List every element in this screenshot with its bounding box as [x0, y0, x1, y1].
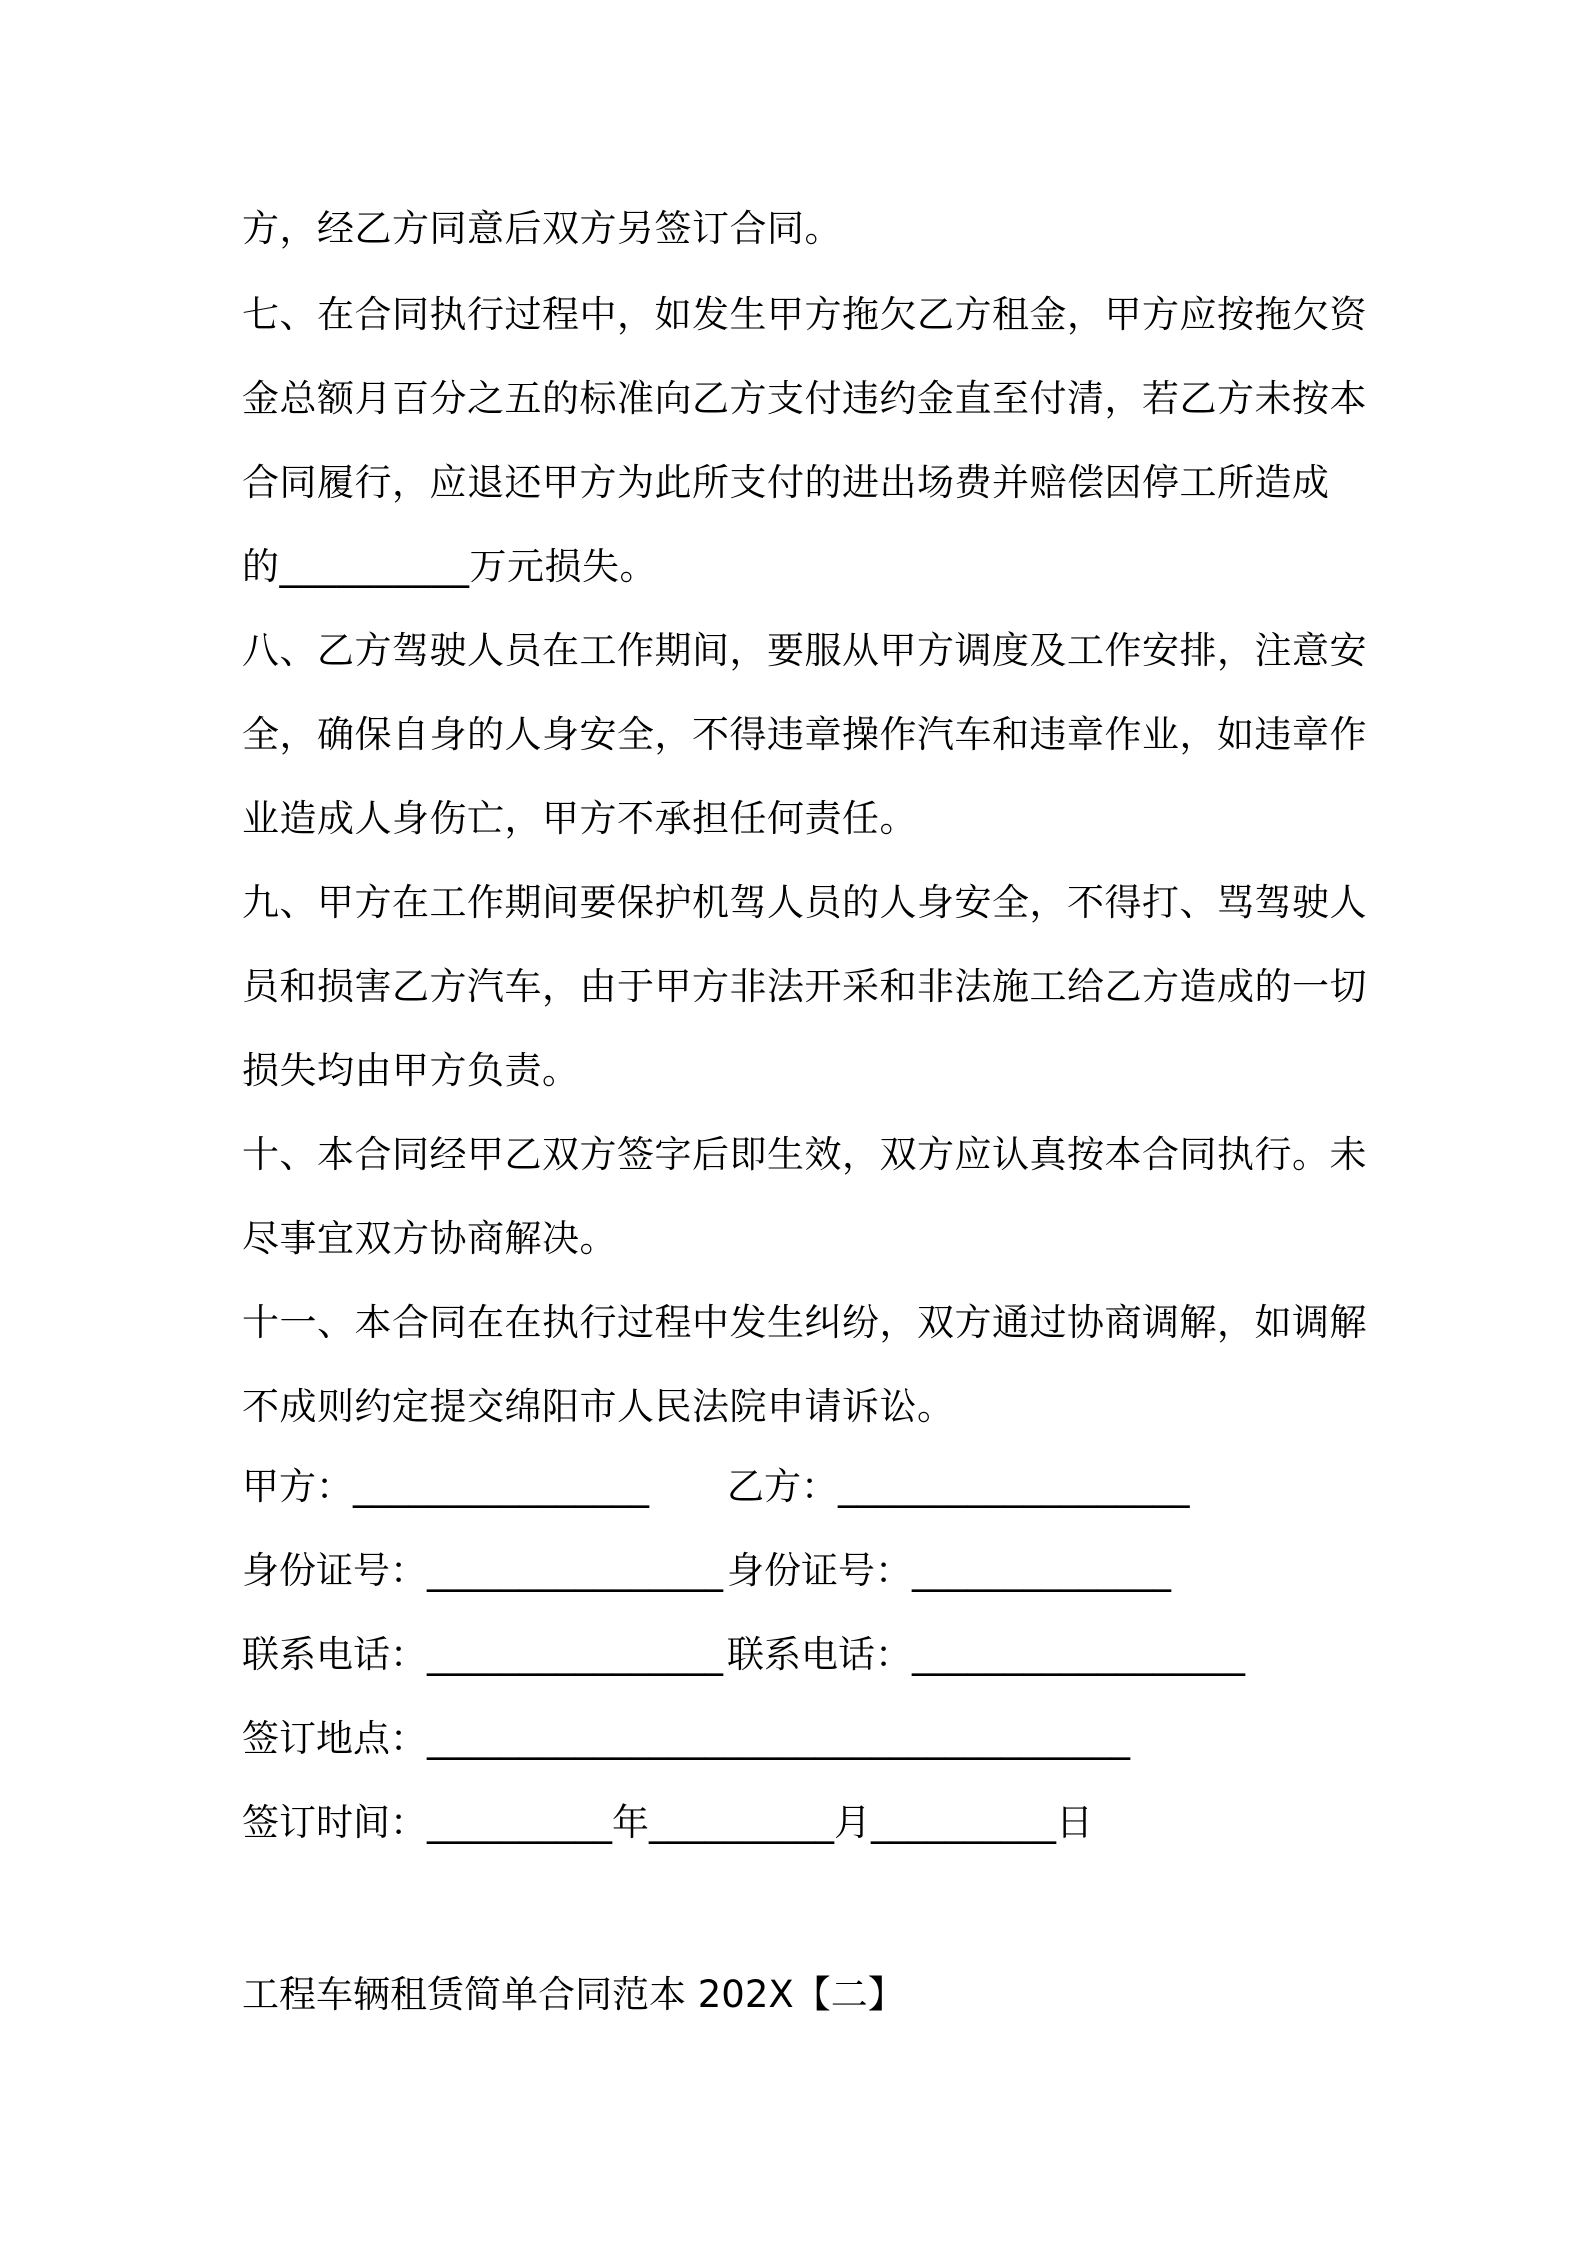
clause-line: 员和损害乙方汽车，由于甲方非法开采和非法施工给乙方造成的一切 — [242, 965, 1367, 1008]
clause-line: 九、甲方在工作期间要保护机驾人员的人身安全，不得打、骂驾驶人 — [242, 881, 1367, 924]
clause-line: 方，经乙方同意后双方另签订合同。 — [242, 207, 842, 250]
clause-line: 八、乙方驾驶人员在工作期间，要服从甲方调度及工作安排，注意安 — [242, 629, 1367, 672]
signing-place-field: 签订地点：______________________________________ — [242, 1717, 1130, 1760]
signing-date-field: 签订时间：__________年__________月__________日 — [242, 1801, 1093, 1844]
clause-line: 七、在合同执行过程中，如发生甲方拖欠乙方租金，甲方应按拖欠资 — [242, 293, 1367, 336]
id-a-field: 身份证号：________________ — [242, 1549, 723, 1592]
id-b-field: 身份证号：______________ — [727, 1549, 1171, 1592]
clause-line: 金总额月百分之五的标准向乙方支付违约金直至付清，若乙方未按本 — [242, 377, 1367, 420]
clause-line: 合同履行，应退还甲方为此所支付的进出场费并赔偿因停工所造成 — [242, 461, 1330, 504]
clause-line: 的__________万元损失。 — [242, 545, 657, 588]
clause-line: 尽事宜双方协商解决。 — [242, 1217, 617, 1260]
clause-line: 不成则约定提交绵阳市人民法院申请诉讼。 — [242, 1385, 955, 1428]
party-b-field: 乙方：___________________ — [727, 1465, 1190, 1508]
section-heading: 工程车辆租赁简单合同范本 202X【二】 — [242, 1973, 905, 2016]
phone-a-field: 联系电话：________________ — [242, 1633, 723, 1676]
clause-line: 十一、本合同在在执行过程中发生纠纷，双方通过协商调解，如调解 — [242, 1301, 1367, 1344]
clause-line: 业造成人身伤亡，甲方不承担任何责任。 — [242, 797, 917, 840]
phone-b-field: 联系电话：__________________ — [727, 1633, 1245, 1676]
clause-line: 十、本合同经甲乙双方签字后即生效，双方应认真按本合同执行。未 — [242, 1133, 1367, 1176]
party-a-field: 甲方：________________ — [242, 1465, 649, 1508]
clause-line: 损失均由甲方负责。 — [242, 1049, 580, 1092]
clause-line: 全，确保自身的人身安全，不得违章操作汽车和违章作业，如违章作 — [242, 713, 1367, 756]
